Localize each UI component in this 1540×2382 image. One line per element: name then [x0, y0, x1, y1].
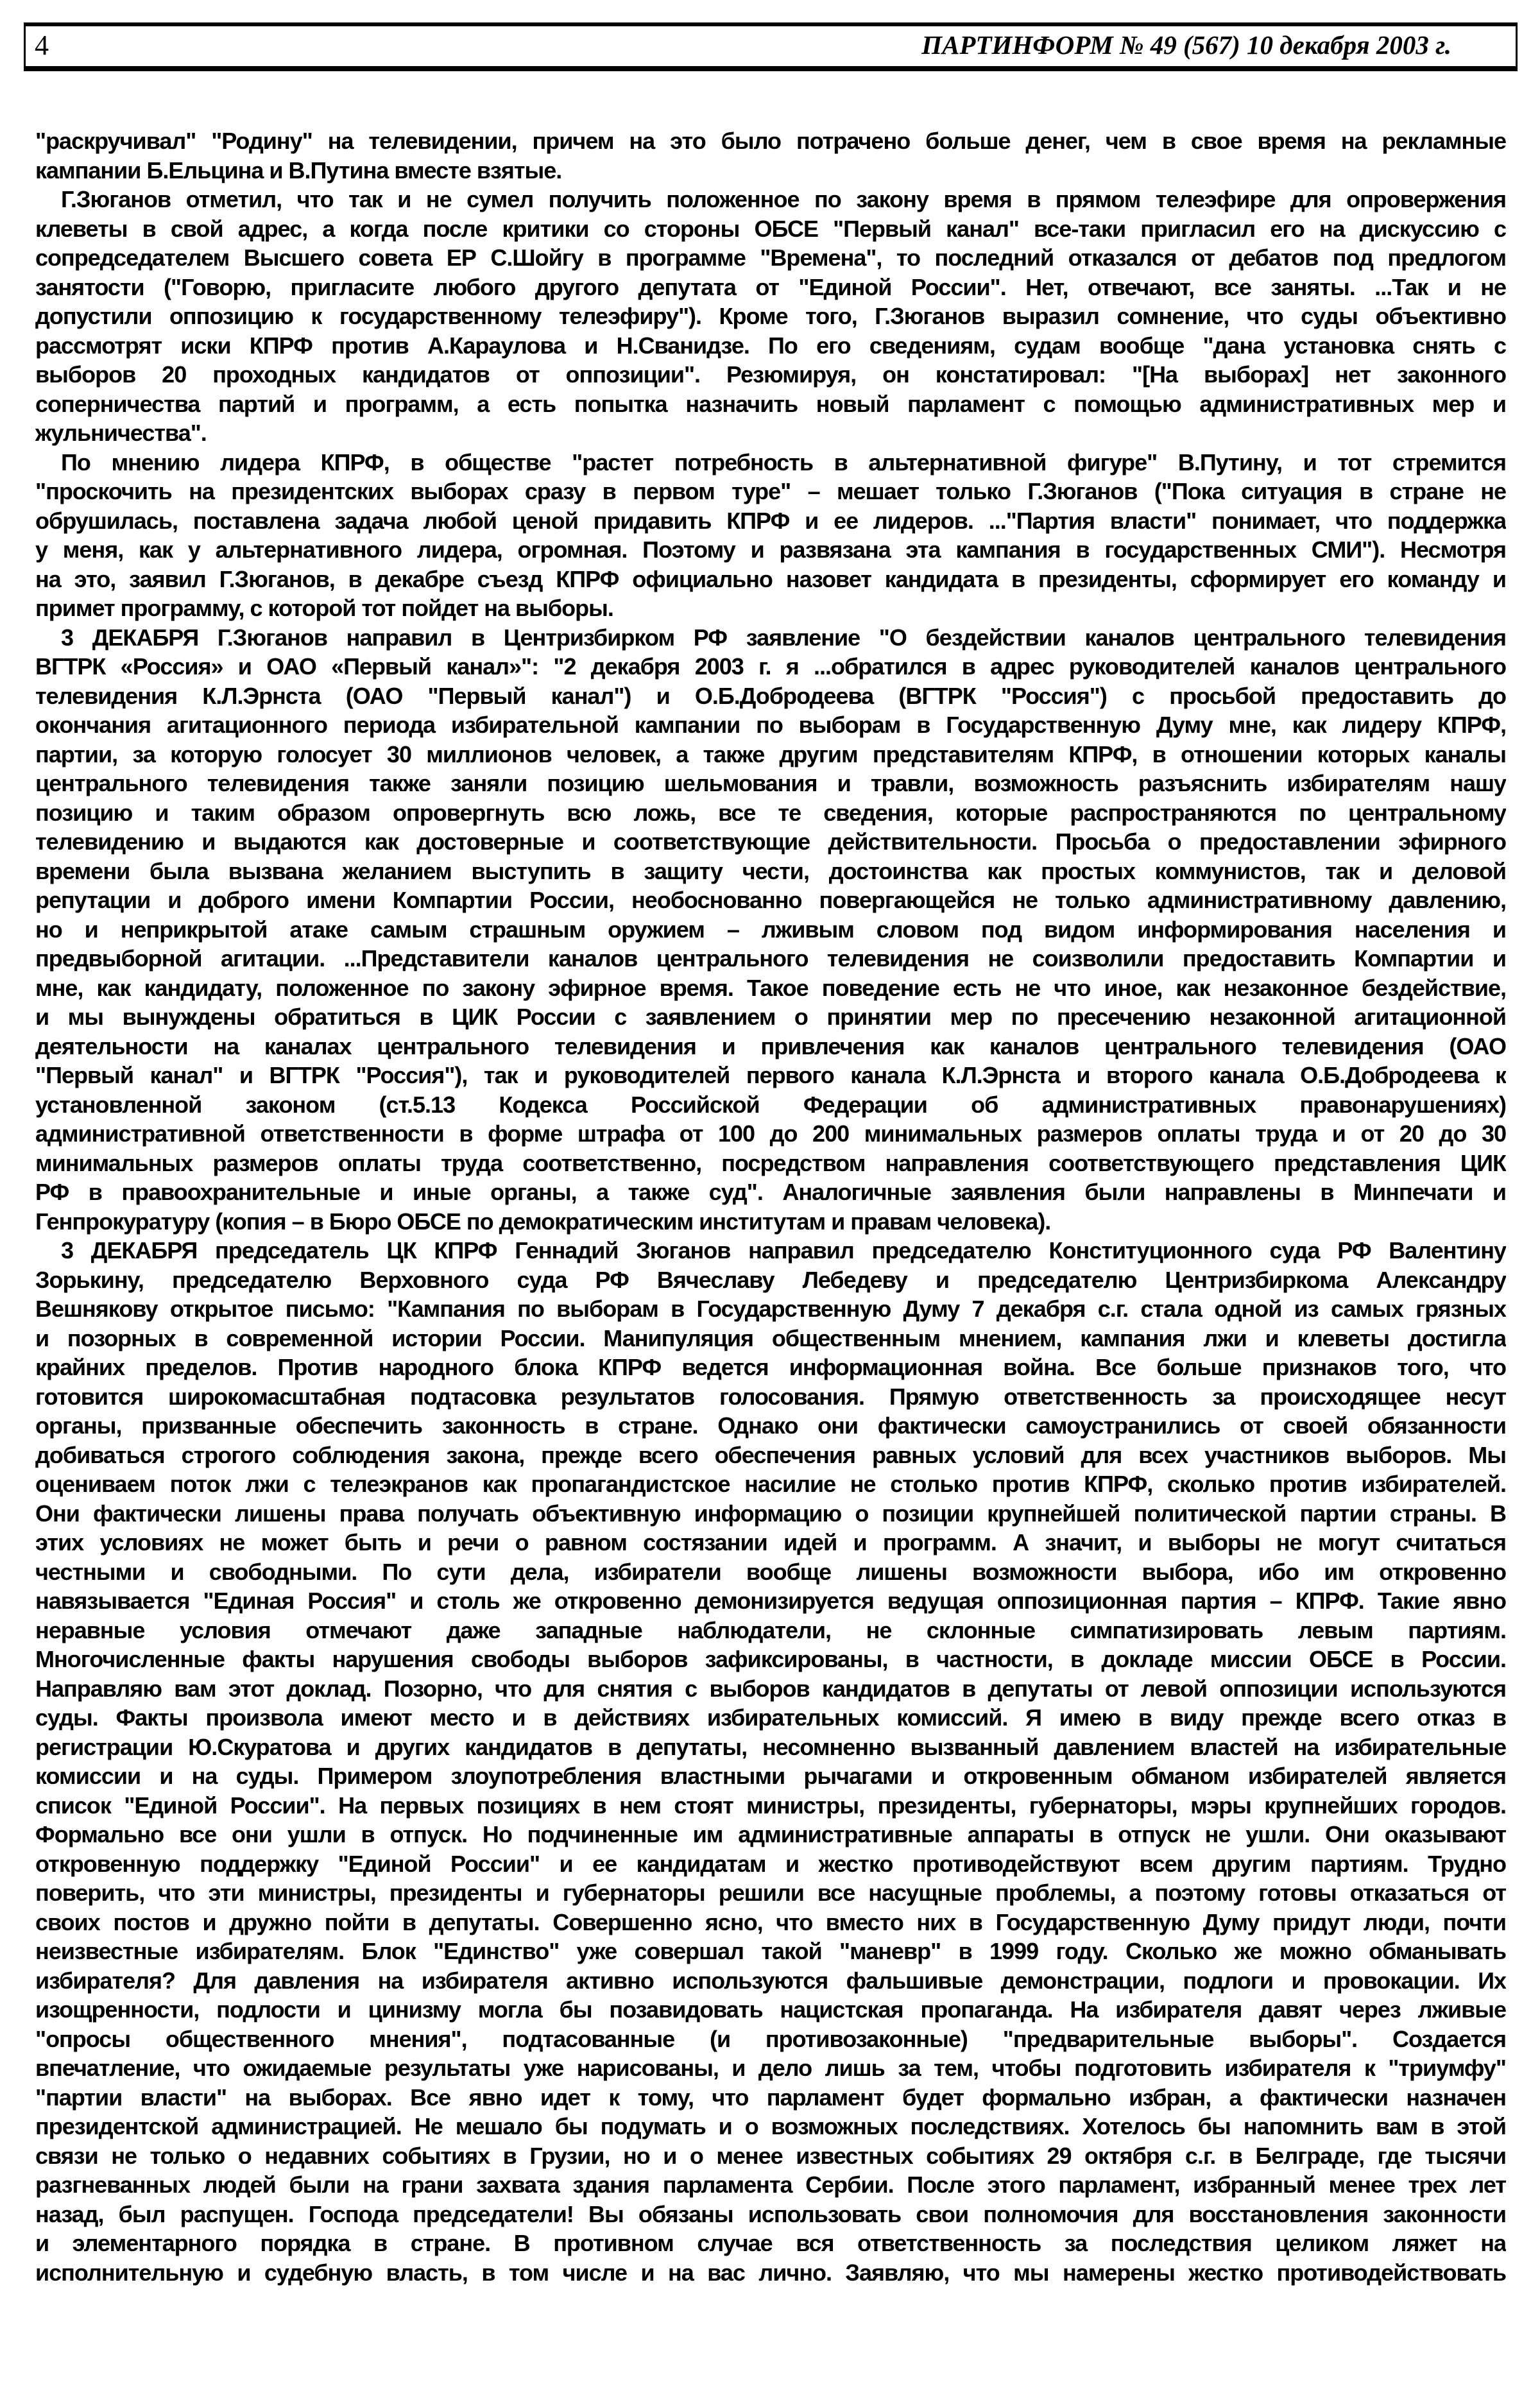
text-line: соперничества партий и программ, а есть попытка назначить новый парламент с помощью административных мер и	[35, 390, 1506, 417]
text-line: клеветы в свой адрес, а когда после критики со стороны ОБСЕ "Первый канал" все-таки пригласил его на дискуссию с	[35, 215, 1506, 242]
text-line: этих условиях не может быть и речи о равном состязании идей и программ. А значит, и выборы не могут считаться	[35, 1529, 1506, 1555]
text-line: административной ответственности в форме штрафа от 100 до 200 минимальных размеров оплаты труда и от 20 до 30	[35, 1120, 1506, 1147]
text-line: допустили оппозицию к государственному телеэфиру"). Кроме того, Г.Зюганов выразил сомнение, что суды объективно	[35, 303, 1506, 329]
text-line: ВГТРК «Россия» и ОАО «Первый канал»": "2 декабря 2003 г. я ...обратился в адрес руководителей каналов центрального	[35, 653, 1506, 680]
text-line: неизвестные избирателям. Блок "Единство" уже совершал такой "маневр" в 1999 году. Сколько же можно обманывать	[35, 1938, 1506, 1964]
page-header	[24, 22, 1518, 71]
text-line: комиссии и на суды. Примером злоупотребления властными рычагами и откровенным обманом избирателей является	[35, 1763, 1506, 1789]
text-line: изощренности, подлости и цинизму могла бы позавидовать нацистская пропаганда. На избирателя давят через лживые	[35, 1996, 1506, 2023]
text-line: телевидению и выдаются как достоверные и соответствующие действительности. Просьба о предоставлении эфирного	[35, 828, 1506, 855]
text-line: "раскручивал" "Родину" на телевидении, причем на это было потрачено больше денег, чем в свое время на рекламные	[35, 128, 1506, 154]
text-line: на это, заявил Г.Зюганов, в декабре съезд КПРФ официально назовет кандидата в президенты, сформирует его команду и	[35, 565, 1506, 592]
text-line: органы, призванные обеспечить законность в стране. Однако они фактически самоустранились от своей обязанности	[35, 1412, 1506, 1439]
text-line: Формально все они ушли в отпуск. Но подчиненные им административные аппараты в отпуск не ушли. Они оказывают	[35, 1821, 1506, 1847]
text-line: партии, за которую голосует 30 миллионов человек, а также другим представителям КПРФ, в отношении которых каналы	[35, 741, 1506, 767]
text-line: связи не только о недавних событиях в Грузии, но и о менее известных событиях 29 октября с.г. в Белграде, где тысячи	[35, 2142, 1506, 2169]
text-line: примет программу, с которой тот пойдет на выборы.	[35, 595, 613, 621]
text-line: у меня, как у альтернативного лидера, огромная. Поэтому и развязана эта кампания в государственных СМИ"). Несмотря	[35, 536, 1506, 563]
text-line: Вешнякову открытое письмо: "Кампания по выборам в Государственную Думу 7 декабря с.г. стала одной из самых грязных	[35, 1296, 1506, 1322]
text-line: регистрации Ю.Скуратова и других кандидатов в депутаты, несомненно вызванный давлением властей на избирательные	[35, 1733, 1506, 1760]
text-line: и мы вынуждены обратиться в ЦИК России с заявлением о принятии мер по пресечению незаконной агитационной	[35, 1004, 1506, 1030]
text-line: поверить, что эти министры, президенты и губернаторы решили все насущные проблемы, а поэтому готовы отказаться от	[35, 1880, 1506, 1906]
text-line: выборов 20 проходных кандидатов от оппозиции". Резюмируя, он констатировал: "[На выборах] нет законного	[35, 361, 1506, 388]
text-line: минимальных размеров оплаты труда соответственно, посредством направления соответствующего представления ЦИК	[35, 1149, 1506, 1176]
text-line: честными и свободными. По сути дела, избиратели вообще лишены возможности выбора, ибо им откровенно	[35, 1558, 1506, 1585]
text-line: предвыборной агитации. ...Представители каналов центрального телевидения не соизволили предоставить Компартии и	[35, 945, 1506, 972]
text-line: Многочисленные факты нарушения свободы выборов зафиксированы, в частности, в докладе миссии ОБСЕ в России.	[35, 1646, 1506, 1672]
article-text	[35, 126, 1506, 2287]
text-line: назад, был распущен. Господа председатели! Вы обязаны использовать свои полномочия для восстановления законности	[35, 2200, 1506, 2227]
text-line: Направляю вам этот доклад. Позорно, что для снятия с выборов кандидатов в депутаты от левой оппозиции используются	[35, 1675, 1506, 1702]
text-line: времени была вызвана желанием выступить в защиту чести, достоинства как простых коммунистов, так и деловой	[35, 857, 1506, 884]
text-line: и позорных в современной истории России. Манипуляция общественным мнением, кампания лжи и клеветы достигла	[35, 1324, 1506, 1351]
text-line: обрушилась, поставлена задача любой ценой придавить КПРФ и ее лидеров. ..."Партия власти" понимает, что поддержка	[35, 507, 1506, 534]
text-line: "проскочить на президентских выборах сразу в первом туре" – мешает только Г.Зюганов ("Пока ситуация в стране не	[35, 478, 1506, 504]
text-line: окончания агитационного периода избирательной кампании по выборам в Государственную Думу мне, как лидеру КПРФ,	[35, 712, 1506, 738]
text-line: 3 ДЕКАБРЯ председатель ЦК КПРФ Геннадий Зюганов направил председателю Конституционного суда РФ Валентину	[61, 1237, 1506, 1264]
text-line: установленной законом (ст.5.13 Кодекса Российской Федерации об административных правонарушениях)	[35, 1091, 1506, 1118]
text-line: но и неприкрытой атаке самым страшным оружием – лживым словом под видом информирования населения и	[35, 916, 1506, 943]
text-line: "Первый канал" и ВГТРК "Россия"), так и руководителей первого канала К.Л.Эрнста и второго канала О.Б.Добродеева к	[35, 1062, 1506, 1088]
text-line: неравные условия отмечают даже западные наблюдатели, не склонные симпатизировать левым партиям.	[35, 1616, 1506, 1643]
text-line: деятельности на каналах центрального телевидения и привлечения как каналов центрального телевидения (ОАО	[35, 1032, 1506, 1059]
text-line: мне, как кандидату, положенное по закону эфирное время. Такое поведение есть не что иное, как незаконное бездействие,	[35, 974, 1506, 1001]
text-line: президентской администрацией. Не мешало бы подумать и о возможных последствиях. Хотелось бы напомнить вам в этой	[35, 2113, 1506, 2139]
paragraph	[35, 623, 1506, 1237]
paragraph	[35, 126, 1506, 185]
text-line: Г.Зюганов отметил, что так и не сумел получить положенное по закону время в прямом телеэфире для опровержения	[61, 186, 1506, 212]
newsletter-header-title: ПАРТИНФОРМ № 49 (567) 10 декабря 2003 г.	[921, 30, 1451, 60]
text-line: Генпрокуратуру (копия – в Бюро ОБСЕ по демократическим институтам и правам человека).	[35, 1208, 1051, 1235]
text-line: суды. Факты произвола имеют место и в действиях избирательных комиссий. Я имею в виду прежде всего отказ в	[35, 1704, 1506, 1731]
text-line: позицию и таким образом опровергнуть всю ложь, все те сведения, которые распространяются по центральному	[35, 799, 1506, 826]
text-line: навязывается "Единая Россия" и столь же откровенно демонизируется ведущая оппозиционная партия – КПРФ. Такие явно	[35, 1588, 1506, 1614]
text-line: крайних пределов. Против народного блока КПРФ ведется информационная война. Все больше признаков того, что	[35, 1354, 1506, 1380]
text-line: рассмотрят иски КПРФ против А.Караулова и Н.Сванидзе. По его сведениям, судам вообще "дана установка снять с	[35, 332, 1506, 359]
text-line: репутации и доброго имени Компартии России, необоснованно повергающейся не только административному давлению,	[35, 887, 1506, 913]
text-line: и элементарного порядка в стране. В противном случае вся ответственность за последствия целиком ляжет на	[35, 2230, 1506, 2256]
text-line: телевидения К.Л.Эрнста (ОАО "Первый канал") и О.Б.Добродеева (ВГТРК "Россия") с просьбой предоставить до	[35, 682, 1506, 709]
text-line: кампании Б.Ельцина и В.Путина вместе взятые.	[35, 157, 562, 184]
text-line: откровенную поддержку "Единой России" и ее кандидатам и жестко противодействуют всем другим партиям. Трудно	[35, 1850, 1506, 1877]
text-line: впечатление, что ожидаемые результаты уже нарисованы, и дело лишь за тем, чтобы подготовить избирателя к "триумфу"	[35, 2055, 1506, 2081]
text-line: своих постов и дружно пойти в депутаты. Совершенно ясно, что вместо них в Государственную Думу придут люди, почти	[35, 1908, 1506, 1935]
text-line: 3 ДЕКАБРЯ Г.Зюганов направил в Центризбирком РФ заявление "О бездействии каналов центрального телевидения	[61, 624, 1506, 651]
text-line: занятости ("Говорю, пригласите любого другого депутата от "Единой России". Нет, отвечают, все заняты. ...Так и не	[35, 273, 1506, 300]
text-line: центрального телевидения также заняли позицию шельмования и травли, возможность разъяснить избирателям нашу	[35, 770, 1506, 796]
text-line: исполнительную и судебную власть, в том числе и на вас лично. Заявляю, что мы намерены жестко противодействовать	[35, 2259, 1506, 2286]
text-line: список "Единой России". На первых позициях в нем стоят министры, президенты, губернаторы, мэры крупнейших городов.	[35, 1792, 1506, 1819]
text-line: "опросы общественного мнения", подтасованные (и противозаконные) "предварительные выборы". Создается	[35, 2025, 1506, 2052]
text-line: Они фактически лишены права получать объективную информацию о позиции крупнейшей политической партии страны. В	[35, 1500, 1506, 1527]
text-line: готовится широкомасштабная подтасовка результатов голосования. Прямую ответственность за происходящее несут	[35, 1383, 1506, 1410]
paragraph	[35, 1236, 1506, 2287]
paragraph	[35, 448, 1506, 623]
text-line: избирателя? Для давления на избирателя активно используются фальшивые демонстрации, подлоги и провокации. Их	[35, 1967, 1506, 1994]
text-line: сопредседателем Высшего совета ЕР С.Шойгу в программе "Времена", то последний отказался от дебатов под предлогом	[35, 244, 1506, 271]
text-line: Зорькину, председателю Верховного суда РФ Вячеславу Лебедеву и председателю Центризбиркома Александру	[35, 1266, 1506, 1293]
text-line: РФ в правоохранительные и иные органы, а также суд". Аналогичные заявления были направлены в Минпечати и	[35, 1179, 1506, 1205]
text-line: добиваться строгого соблюдения закона, прежде всего обеспечения равных условий для всех участников выборов. Мы	[35, 1441, 1506, 1468]
paragraph	[35, 185, 1506, 448]
text-line: оцениваем поток лжи с телеэкранов как пропагандистское насилие не столько против КПРФ, сколько против избирателей.	[35, 1471, 1506, 1497]
page-number: 4	[35, 30, 49, 61]
text-line: По мнению лидера КПРФ, в обществе "растет потребность в альтернативной фигуре" В.Путину, и тот стремится	[61, 449, 1506, 476]
text-line: жульничества".	[35, 420, 207, 446]
text-line: разгневанных людей были на грани захвата здания парламента Сербии. После этого парламент, избранный менее трех лет	[35, 2172, 1506, 2198]
text-line: "партии власти" на выборах. Все явно идет к тому, что парламент будет формально избран, а фактически назначен	[35, 2084, 1506, 2111]
